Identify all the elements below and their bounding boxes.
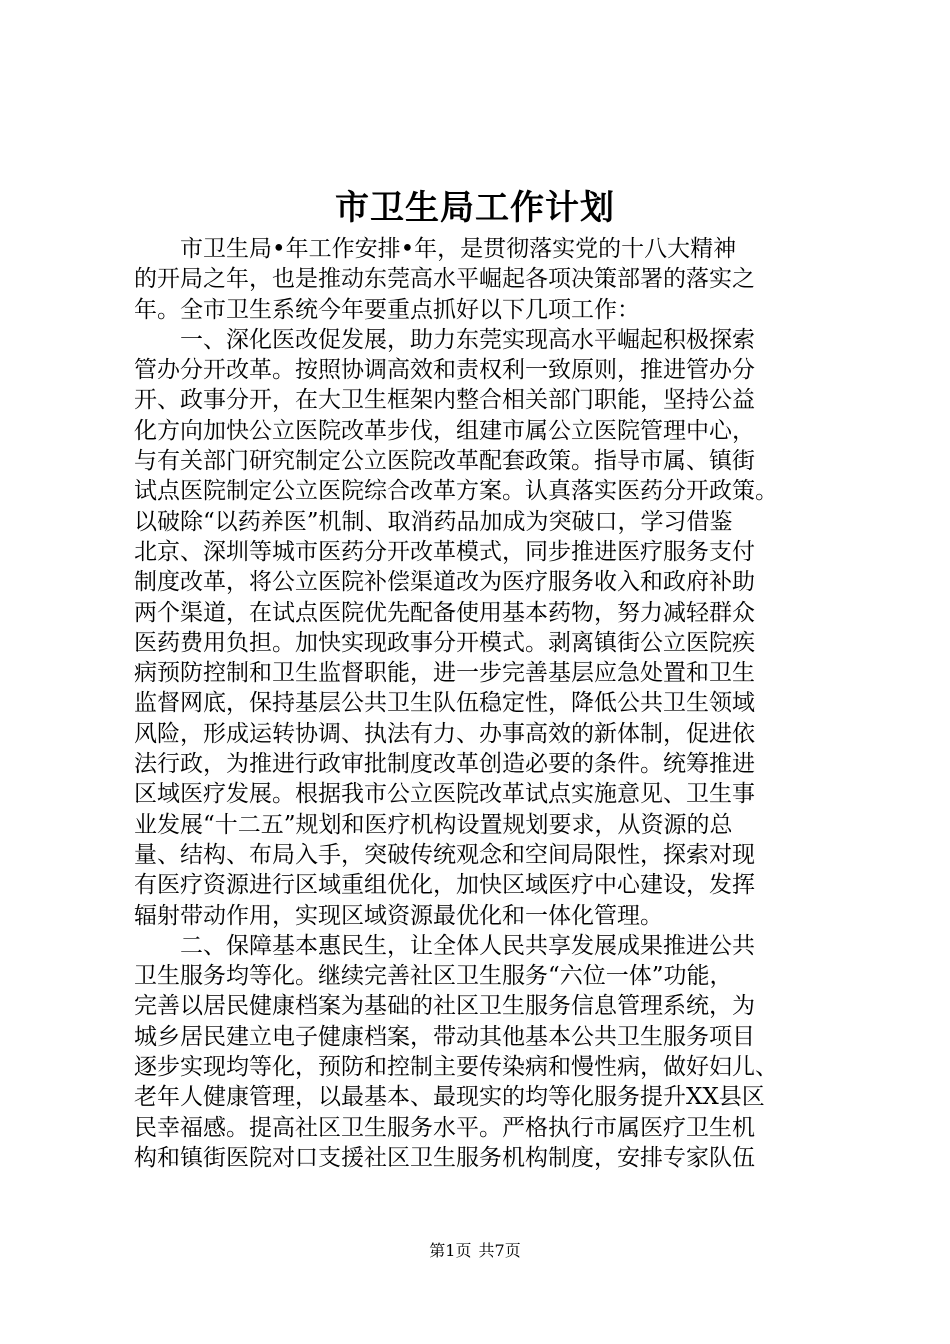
text-line: 以破除“以药养医”机制、取消药品加成为突破口，学习借鉴 bbox=[134, 508, 733, 535]
text-line: 市卫生局•年工作安排•年，是贯彻落实党的十八大精神 bbox=[134, 236, 737, 262]
document-body bbox=[134, 234, 834, 1173]
text-line: 一、深化医改促发展，助力东莞实现高水平崛起积极探索 bbox=[134, 326, 755, 353]
text-line: 量、结构、布局入手，突破传统观念和空间局限性，探索对现 bbox=[134, 841, 755, 868]
text-line: 管办分开改革。按照协调高效和责权利一致原则，推进管办分 bbox=[134, 357, 755, 384]
text-line: 辐射带动作用，实现区域资源最优化和一体化管理。 bbox=[134, 902, 663, 929]
text-line: 的开局之年，也是推动东莞高水平崛起各项决策部署的落实之 bbox=[134, 266, 755, 293]
text-line: 构和镇街医院对口支援社区卫生服务机构制度，安排专家队伍 bbox=[134, 1144, 755, 1171]
text-line: 风险，形成运转协调、执法有力、办事高效的新体制，促进依 bbox=[134, 720, 755, 747]
text-line: 年。全市卫生系统今年要重点抓好以下几项工作： bbox=[134, 296, 640, 323]
text-line: 二、保障基本惠民生，让全体人民共享发展成果推进公共 bbox=[134, 932, 755, 959]
text-line: 法行政，为推进行政审批制度改革创造必要的条件。统筹推进 bbox=[134, 751, 755, 778]
text-line: 化方向加快公立医院改革步伐，组建市属公立医院管理中心， bbox=[134, 417, 755, 444]
text-line: 制度改革，将公立医院补偿渠道改为医疗服务收入和政府补助 bbox=[134, 569, 755, 596]
text-line: 有医疗资源进行区域重组优化，加快区域医疗中心建设，发挥 bbox=[134, 872, 755, 899]
text-line: 城乡居民建立电子健康档案，带动其他基本公共卫生服务项目 bbox=[134, 1023, 755, 1050]
text-line: 病预防控制和卫生监督职能，进一步完善基层应急处置和卫生 bbox=[134, 660, 755, 687]
page-total: 共7页 bbox=[478, 1241, 521, 1260]
text-line: 民幸福感。提高社区卫生服务水平。严格执行市属医疗卫生机 bbox=[134, 1114, 755, 1141]
page-number: 第1页 bbox=[429, 1241, 472, 1260]
text-line: 监督网底，保持基层公共卫生队伍稳定性，降低公共卫生领域 bbox=[134, 690, 755, 717]
text-line: 卫生服务均等化。继续完善社区卫生服务“六位一体”功能， bbox=[134, 963, 733, 990]
text-line: 业发展“十二五”规划和医疗机构设置规划要求，从资源的总 bbox=[134, 811, 733, 838]
text-line: 开、政事分开，在大卫生框架内整合相关部门职能，坚持公益 bbox=[134, 387, 755, 414]
text-line: 与有关部门研究制定公立医院改革配套政策。指导市属、镇街 bbox=[134, 448, 755, 475]
text-line: 老年人健康管理，以最基本、最现实的均等化服务提升XX县区 bbox=[134, 1084, 765, 1111]
page-footer bbox=[0, 1240, 950, 1262]
text-line: 两个渠道，在试点医院优先配备使用基本药物，努力减轻群众 bbox=[134, 599, 755, 626]
text-line: 完善以居民健康档案为基础的社区卫生服务信息管理系统，为 bbox=[134, 993, 755, 1020]
text-line: 医药费用负担。加快实现政事分开模式。剥离镇街公立医院疾 bbox=[134, 629, 755, 656]
text-line: 北京、深圳等城市医药分开改革模式，同步推进医疗服务支付 bbox=[134, 538, 755, 565]
page-title: 市卫生局工作计划 bbox=[335, 188, 615, 228]
text-line: 逐步实现均等化，预防和控制主要传染病和慢性病，做好妇儿、 bbox=[134, 1054, 778, 1081]
text-line: 区域医疗发展。根据我市公立医院改革试点实施意见、卫生事 bbox=[134, 781, 755, 808]
text-line: 试点医院制定公立医院综合改革方案。认真落实医药分开政策。 bbox=[134, 478, 778, 505]
